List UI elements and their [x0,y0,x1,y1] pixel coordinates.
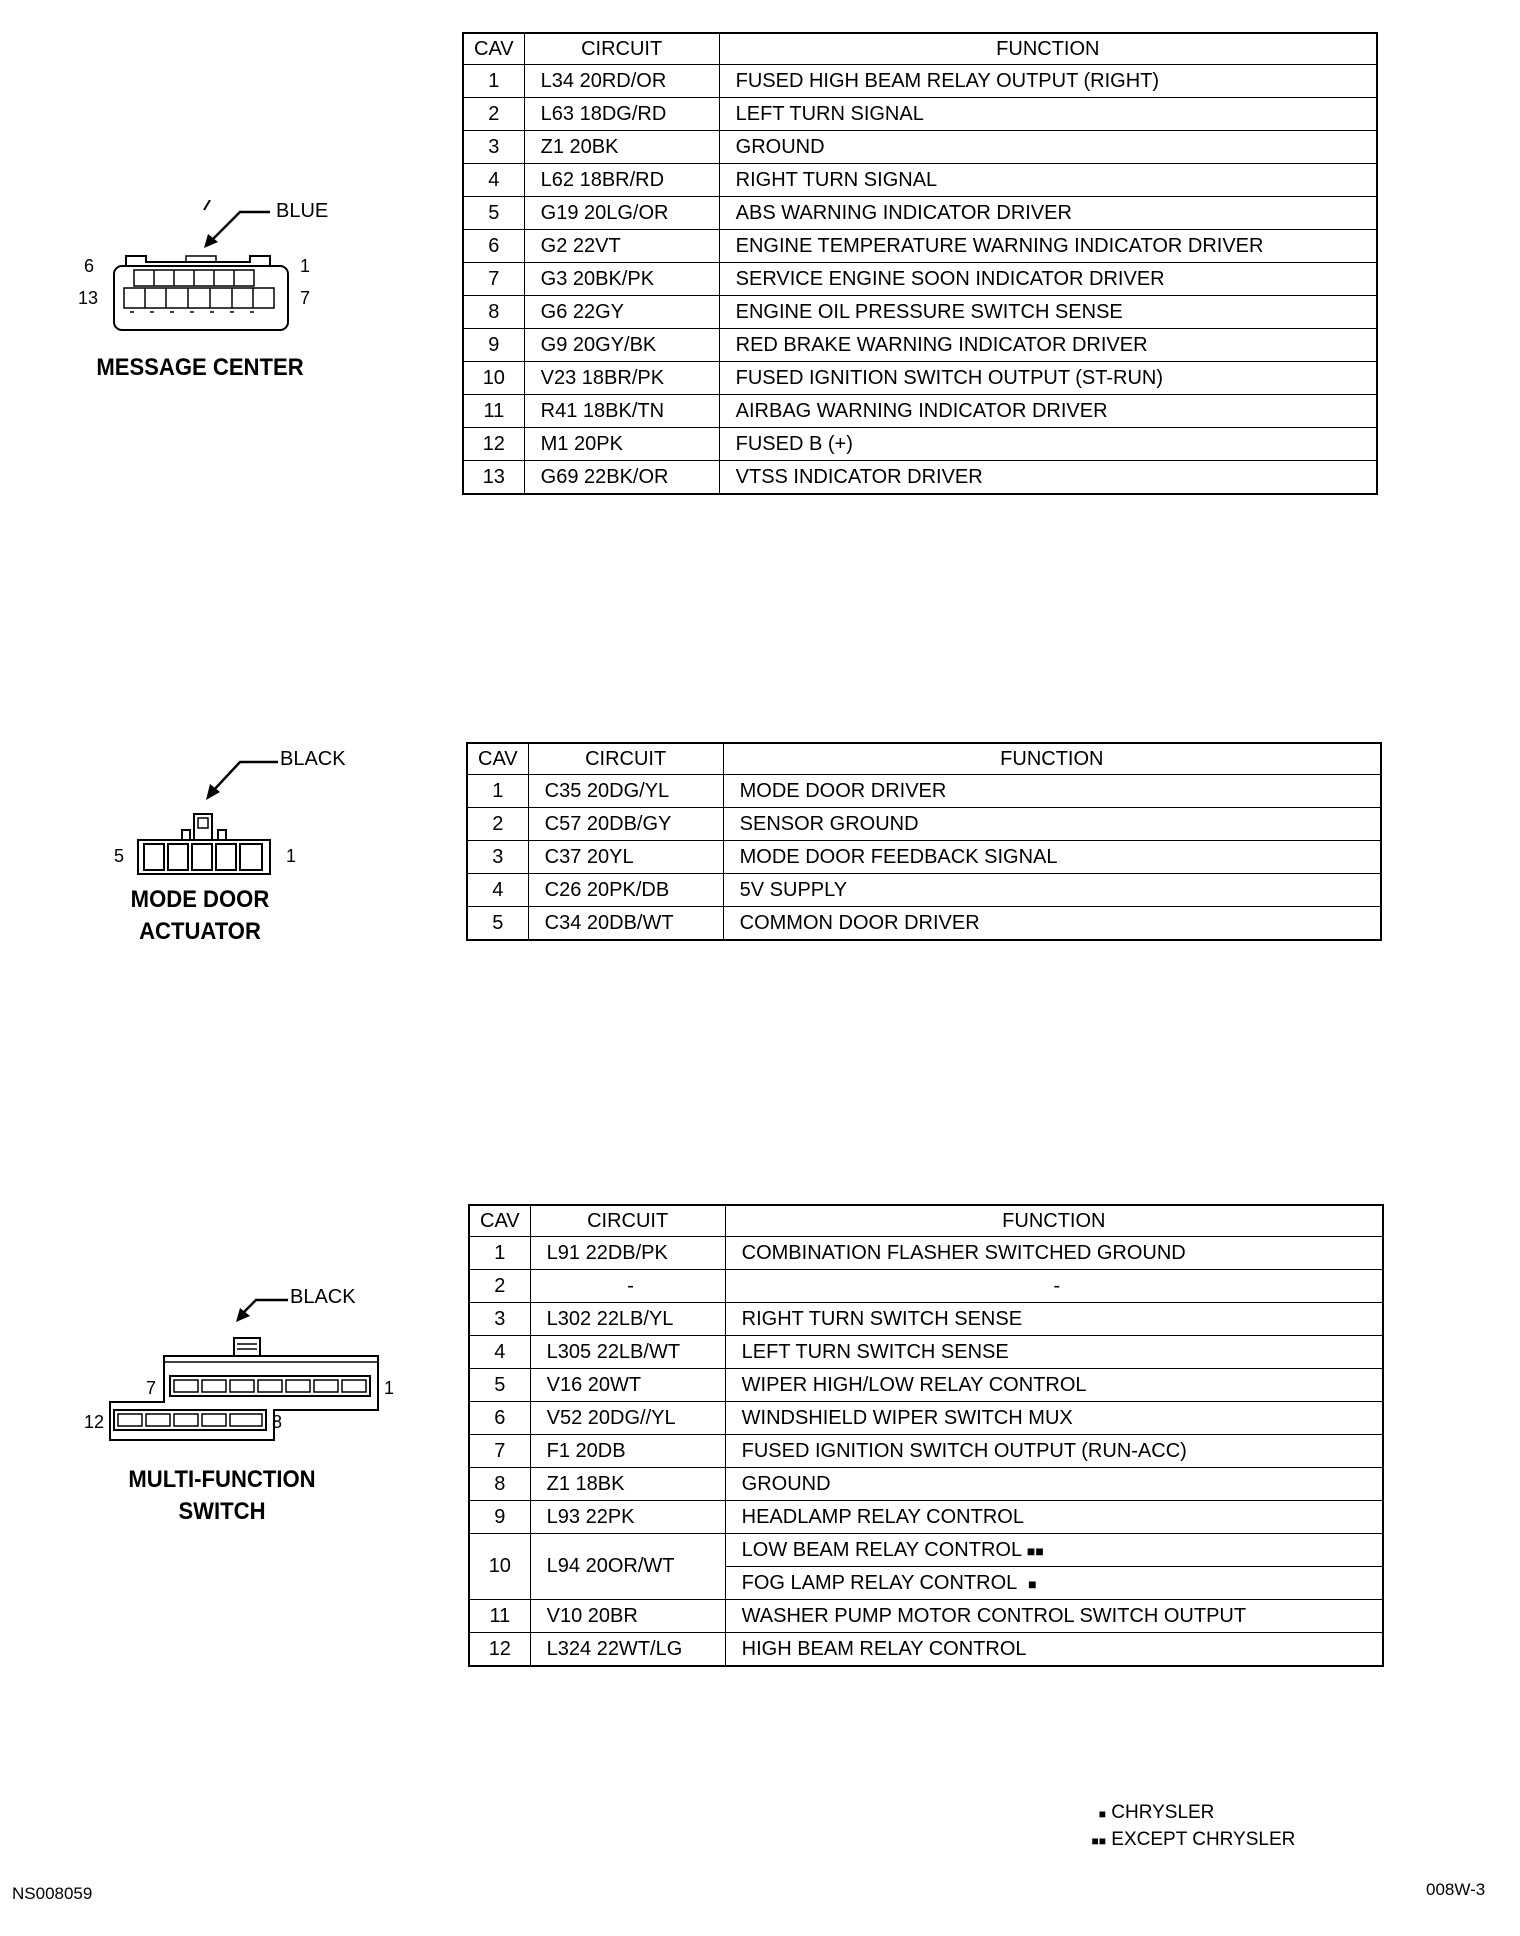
pin-label: 12 [84,1412,105,1432]
pin-label: 13 [78,288,99,308]
table-row: 1 L34 20RD/OR FUSED HIGH BEAM RELAY OUTPUT (RIGHT) [463,65,1377,98]
pin-label: 1 [286,846,297,866]
table-row: 10 L94 20OR/WT LOW BEAM RELAY CONTROL ■■ [469,1534,1383,1567]
function-header: FUNCTION [723,743,1381,775]
table-row: 7 F1 20DB FUSED IGNITION SWITCH OUTPUT (RUN-ACC) [469,1435,1383,1468]
table-row: 3 C37 20YL MODE DOOR FEEDBACK SIGNAL [467,841,1381,874]
table-row: 4 L305 22LB/WT LEFT TURN SWITCH SENSE [469,1336,1383,1369]
function-header: FUNCTION [719,33,1377,65]
document-id: NS008059 [12,1884,93,1903]
table-row: 3 Z1 20BK GROUND [463,131,1377,164]
table-row: 11 V10 20BR WASHER PUMP MOTOR CONTROL SWITCH OUTPUT [469,1600,1383,1633]
arrow-icon [246,1300,288,1310]
table-row: 5 C34 20DB/WT COMMON DOOR DRIVER [467,907,1381,941]
table-row: 4 L62 18BR/RD RIGHT TURN SIGNAL [463,164,1377,197]
arrow-icon [212,762,278,792]
table-row: 5 V16 20WT WIPER HIGH/LOW RELAY CONTROL [469,1369,1383,1402]
pin-label: 1 [384,1378,395,1398]
circuit-header: CIRCUIT [528,743,723,775]
page-number: 008W-3 [1426,1880,1486,1899]
table-row: 2 L63 18DG/RD LEFT TURN SIGNAL [463,98,1377,131]
arrow-icon [210,212,270,242]
mode-door-pin-table [466,742,1382,941]
table-row: 2 - - [469,1270,1383,1303]
connector-color-label: BLACK [290,1286,356,1308]
table-row: 2 C57 20DB/GY SENSOR GROUND [467,808,1381,841]
pin-label: 8 [272,1412,283,1432]
table-row: 12 L324 22WT/LG HIGH BEAM RELAY CONTROL [469,1633,1383,1667]
table-row: 7 G3 20BK/PK SERVICE ENGINE SOON INDICATOR DRIVER [463,263,1377,296]
multi-function-connector-drawing [106,1286,386,1446]
table-row: 1 L91 22DB/PK COMBINATION FLASHER SWITCHED GROUND [469,1237,1383,1270]
table-row: 6 G2 22VT ENGINE TEMPERATURE WARNING INDICATOR DRIVER [463,230,1377,263]
connector-title: MESSAGE CENTER [96,354,304,381]
table-row: 6 V52 20DG//YL WINDSHIELD WIPER SWITCH MUX [469,1402,1383,1435]
mode-door-connector-drawing [130,748,290,878]
table-row: 12 M1 20PK FUSED B (+) [463,428,1377,461]
table-row: 8 G6 22GY ENGINE OIL PRESSURE SWITCH SENSE [463,296,1377,329]
table-row: 1 C35 20DG/YL MODE DOOR DRIVER [467,775,1381,808]
table-row: 4 C26 20PK/DB 5V SUPPLY [467,874,1381,907]
table-row: 10 V23 18BR/PK FUSED IGNITION SWITCH OUTPUT (ST-RUN) [463,362,1377,395]
connector-color-label: BLUE [276,200,329,222]
cav-header: CAV [469,1205,530,1237]
table-row: 9 L93 22PK HEADLAMP RELAY CONTROL [469,1501,1383,1534]
connector-title: MODE DOOR ACTUATOR [130,886,270,945]
table-row: 8 Z1 18BK GROUND [469,1468,1383,1501]
connector-title: MULTI-FUNCTION SWITCH [128,1466,316,1525]
table-row: 9 G9 20GY/BK RED BRAKE WARNING INDICATOR DRIVER [463,329,1377,362]
function-header: FUNCTION [725,1205,1383,1237]
table-row: 5 G19 20LG/OR ABS WARNING INDICATOR DRIVER [463,197,1377,230]
table-row: 13 G69 22BK/OR VTSS INDICATOR DRIVER [463,461,1377,495]
pin-label: 1 [300,256,311,276]
circuit-header: CIRCUIT [530,1205,725,1237]
table-row: 11 R41 18BK/TN AIRBAG WARNING INDICATOR DRIVER [463,395,1377,428]
connector-color-label: BLACK [280,748,346,770]
cav-header: CAV [463,33,524,65]
message-center-connector-drawing [100,200,300,340]
table-row: FOG LAMP RELAY CONTROL ■ [469,1567,1383,1600]
pin-label: 7 [146,1378,157,1398]
multi-function-pin-table [468,1204,1384,1667]
legend [1080,1800,1295,1854]
pin-label: 6 [84,256,95,276]
message-center-pin-table [462,32,1378,495]
table-row: 3 L302 22LB/YL RIGHT TURN SWITCH SENSE [469,1303,1383,1336]
legend-item: ■ CHRYSLER [1098,1802,1215,1823]
pin-label: 5 [114,846,125,866]
circuit-header: CIRCUIT [524,33,719,65]
legend-item: ■■ EXCEPT CHRYSLER [1091,1829,1296,1850]
pin-label: 7 [300,288,311,308]
cav-header: CAV [467,743,528,775]
